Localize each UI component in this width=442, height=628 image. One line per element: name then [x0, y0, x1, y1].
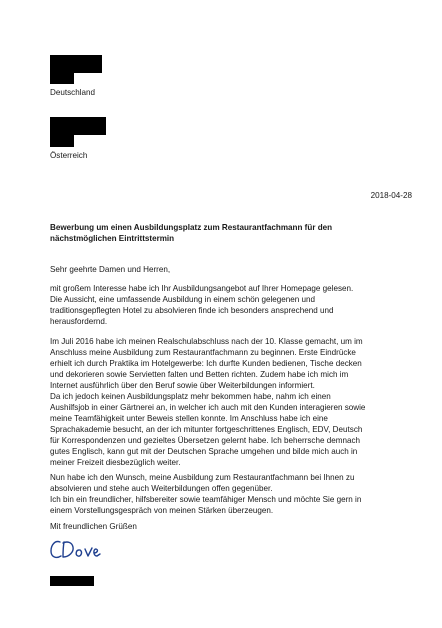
paragraph-line: herausfordernd.	[50, 317, 108, 326]
paragraph-line: absolvieren und stehe auch Weiterbildungen offen gegenüber.	[50, 484, 273, 493]
letter-subject	[50, 222, 400, 244]
recipient-country: Österreich	[50, 151, 88, 160]
paragraph-line: meiner Freizeit diesbezüglich weiter.	[50, 458, 181, 467]
paragraph-line: Anschluss meine Ausbildung zum Restaurantfachmann zu beginnen. Erste Eindrücke	[50, 348, 356, 357]
letter-date: 2018-04-28	[370, 191, 412, 200]
paragraph-line: für Korrespondenzen und gezieltes Übersetzen gelernt habe. Ich beherrsche demnach	[50, 436, 361, 445]
paragraph-line: Da ich jedoch keinen Ausbildungsplatz mehr bekommen habe, nahm ich einen	[50, 392, 331, 401]
redacted-sender-address	[50, 70, 74, 84]
sender-country: Deutschland	[50, 88, 95, 97]
paragraph-line: Internet ausführlich über den Beruf sowie über Weiterbildungen informiert.	[50, 381, 315, 390]
paragraph-line: einem Vorstellungsgespräch von meinen Stärken überzeugen.	[50, 506, 274, 515]
paragraph-line: Ich bin ein freundlicher, hilfsbereiter sowie teamfähiger Mensch und möchte Sie gern in	[50, 495, 362, 504]
paragraph-background	[50, 336, 400, 468]
paragraph-line: traditionsgepflegten Hotel zu absolvieren finde ich besonders ansprechend und	[50, 306, 334, 315]
paragraph-line: erhielt ich durch Praktika im Hotelgewerbe: Ich durfte Kunden bedienen, Tische decken	[50, 359, 362, 368]
paragraph-intro	[50, 283, 400, 327]
paragraph-line: Im Juli 2016 habe ich meinen Realschulabschluss nach der 10. Klasse gemacht, um im	[50, 337, 363, 346]
paragraph-closing	[50, 472, 400, 516]
paragraph-line: Nun habe ich den Wunsch, meine Ausbildung zum Restaurantfachmann bei Ihnen zu	[50, 473, 355, 482]
handwritten-signature	[49, 536, 101, 562]
paragraph-line: mit großem Interesse habe ich Ihr Ausbildungsangebot auf Ihrer Homepage gelesen.	[50, 284, 354, 293]
paragraph-line: Die Aussicht, eine umfassende Ausbildung in einem schön gelegenen und	[50, 295, 316, 304]
salutation: Sehr geehrte Damen und Herren,	[50, 265, 171, 274]
subject-line: Bewerbung um einen Ausbildungsplatz zum Restaurantfachmann für den	[50, 223, 333, 232]
paragraph-line: und dekorieren sowie Servietten falten und Betten richten. Zudem habe ich mich im	[50, 370, 349, 379]
subject-line: nächstmöglichen Eintrittstermin	[50, 234, 175, 243]
closing-phrase: Mit freundlichen Grüßen	[50, 522, 137, 531]
paragraph-line: Sprachakademie besucht, an der ich mitunter fortgeschrittenes Englisch, EDV, Deutsch	[50, 425, 363, 434]
redacted-printed-name	[50, 576, 94, 586]
redacted-recipient-address	[50, 133, 74, 147]
paragraph-line: Aushilfsjob in einer Gärtnerei an, in welcher ich auch mit den Kunden interagieren sowie	[50, 403, 366, 412]
paragraph-line: gutes Englisch, kann gut mit der Deutschen Sprache umgehen und bilde mich auch in	[50, 447, 358, 456]
paragraph-line: meine Teamfähigkeit unter Beweis stellen konnte. Im Anschluss habe ich eine	[50, 414, 328, 423]
